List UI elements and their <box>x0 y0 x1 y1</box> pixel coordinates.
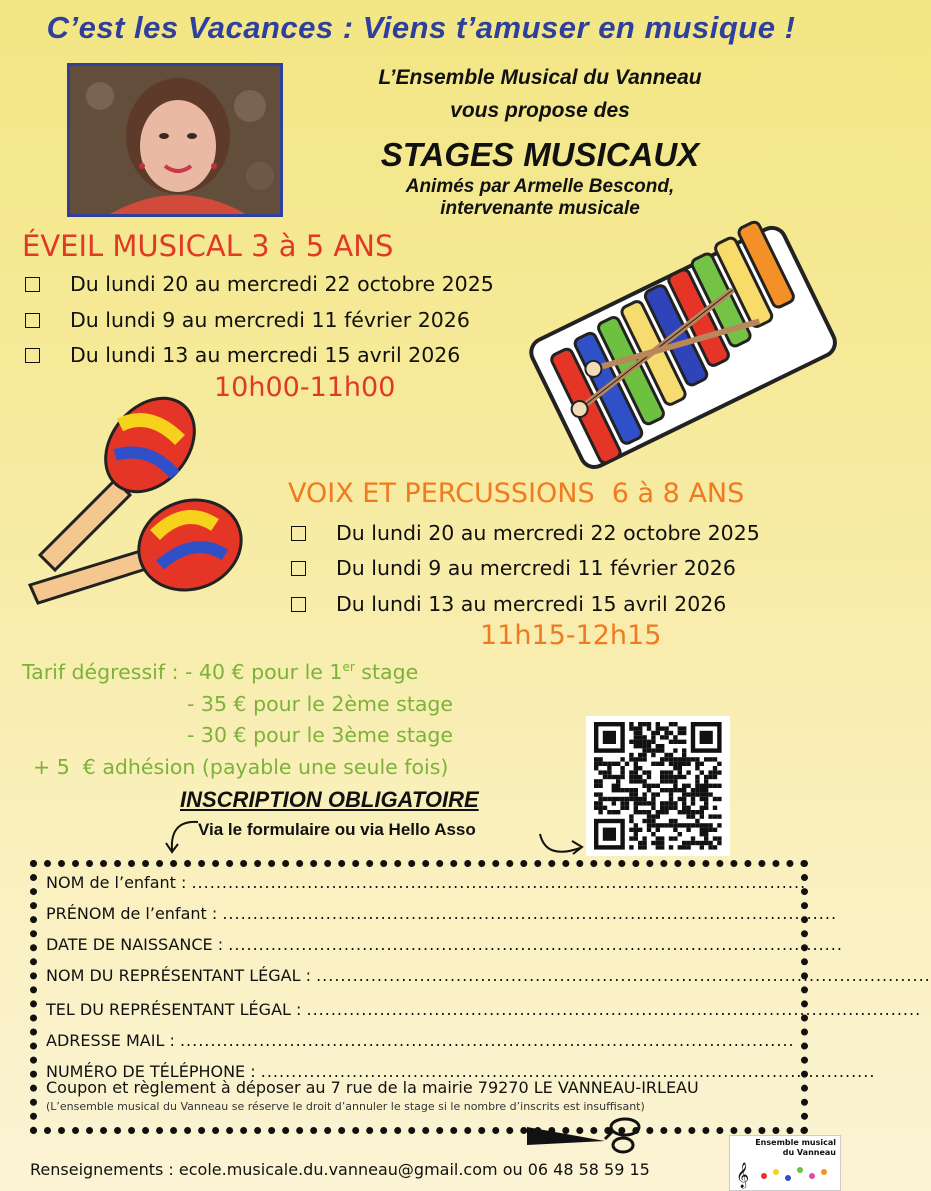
eveil-date-3 <box>25 343 460 367</box>
instructor-photo <box>67 63 283 217</box>
adhesion-fee: + 5 € adhésion (payable une seule fois) <box>33 755 449 779</box>
checkbox[interactable] <box>291 526 306 541</box>
date-text: Du lundi 9 au mercredi 11 février 2026 <box>336 556 736 580</box>
child-firstname-field[interactable]: PRÉNOM de l’enfant : ..................................................................................................... <box>46 904 838 923</box>
qr-code[interactable] <box>586 716 730 856</box>
tarif-label: Tarif dégressif : <box>22 660 179 684</box>
date-text: Du lundi 13 au mercredi 15 avril 2026 <box>336 592 727 616</box>
intro-line-2: vous propose des <box>450 99 630 122</box>
contact-info: Renseignements : ecole.musicale.du.vanneau@gmail.com ou 06 48 58 59 15 <box>30 1160 650 1179</box>
checkbox[interactable] <box>25 277 40 292</box>
birthdate-field[interactable]: DATE DE NAISSANCE : ..................................................................................................... <box>46 935 843 954</box>
voix-date-3 <box>291 592 726 616</box>
voix-time: 11h15-12h15 <box>480 620 662 651</box>
intro-line-4: intervenante musicale <box>440 198 640 219</box>
intro-line-3: Animés par Armelle Bescond, <box>405 176 675 197</box>
eveil-date-2 <box>25 308 470 332</box>
intro-line-1: L’Ensemble Musical du Vanneau <box>378 66 702 89</box>
voix-date-2 <box>291 556 736 580</box>
svg-text:𝄞: 𝄞 <box>736 1163 750 1188</box>
voix-date-1 <box>291 521 760 545</box>
inscription-via: Via le formulaire ou via Hello Asso <box>198 820 476 839</box>
page-title: C’est les Vacances : Viens t’amuser en musique ! <box>46 10 796 45</box>
tarif-line-1 <box>22 660 418 684</box>
tarif-price-2: - 35 € pour le 2ème stage <box>187 692 454 716</box>
cancellation-note: (L’ensemble musical du Vanneau se réserve le droit d’annuler le stage si le nombre d’inscrits est insuffisant) <box>46 1100 645 1113</box>
checkbox[interactable] <box>291 561 306 576</box>
arrow-right-icon <box>536 826 586 860</box>
eveil-title: ÉVEIL MUSICAL 3 à 5 ANS <box>22 229 394 263</box>
ensemble-logo: Ensemble musical du Vanneau 𝄞 <box>729 1135 841 1191</box>
maracas-illustration <box>10 385 250 615</box>
email-field[interactable]: ADRESSE MAIL : ..................................................................................................... <box>46 1031 795 1050</box>
date-text: Du lundi 20 au mercredi 22 octobre 2025 <box>70 272 494 296</box>
xylophone-illustration <box>520 210 832 475</box>
date-text: Du lundi 20 au mercredi 22 octobre 2025 <box>336 521 760 545</box>
tarif-price-3: - 30 € pour le 3ème stage <box>187 723 454 747</box>
child-name-field[interactable]: NOM de l’enfant : ..................................................................................................... <box>46 873 807 892</box>
phone-number-field[interactable]: NUMÉRO DE TÉLÉPHONE : ..................................................................................................... <box>46 1062 876 1081</box>
checkbox[interactable] <box>291 597 306 612</box>
coupon-instructions: Coupon et règlement à déposer au 7 rue de la mairie 79270 LE VANNEAU-IRLEAU <box>46 1078 699 1097</box>
date-text: Du lundi 9 au mercredi 11 février 2026 <box>70 308 470 332</box>
scissors-icon <box>525 1115 645 1155</box>
guardian-phone-field[interactable]: TEL DU REPRÉSENTANT LÉGAL : ..................................................................................................... <box>46 1000 922 1019</box>
guardian-name-field[interactable]: NOM DU REPRÉSENTANT LÉGAL : ..................................................................................................... <box>46 966 931 985</box>
eveil-date-1 <box>25 272 494 296</box>
checkbox[interactable] <box>25 348 40 363</box>
inscription-title: INSCRIPTION OBLIGATOIRE <box>180 787 479 812</box>
voix-title: VOIX ET PERCUSSIONS 6 à 8 ANS <box>288 478 745 509</box>
arrow-left-icon <box>160 816 200 856</box>
eveil-time: 10h00-11h00 <box>214 372 396 403</box>
tarif-price-1: - 40 € pour le 1er stage <box>185 660 419 684</box>
date-text: Du lundi 13 au mercredi 15 avril 2026 <box>70 343 461 367</box>
stages-headline: STAGES MUSICAUX <box>380 136 700 173</box>
checkbox[interactable] <box>25 313 40 328</box>
